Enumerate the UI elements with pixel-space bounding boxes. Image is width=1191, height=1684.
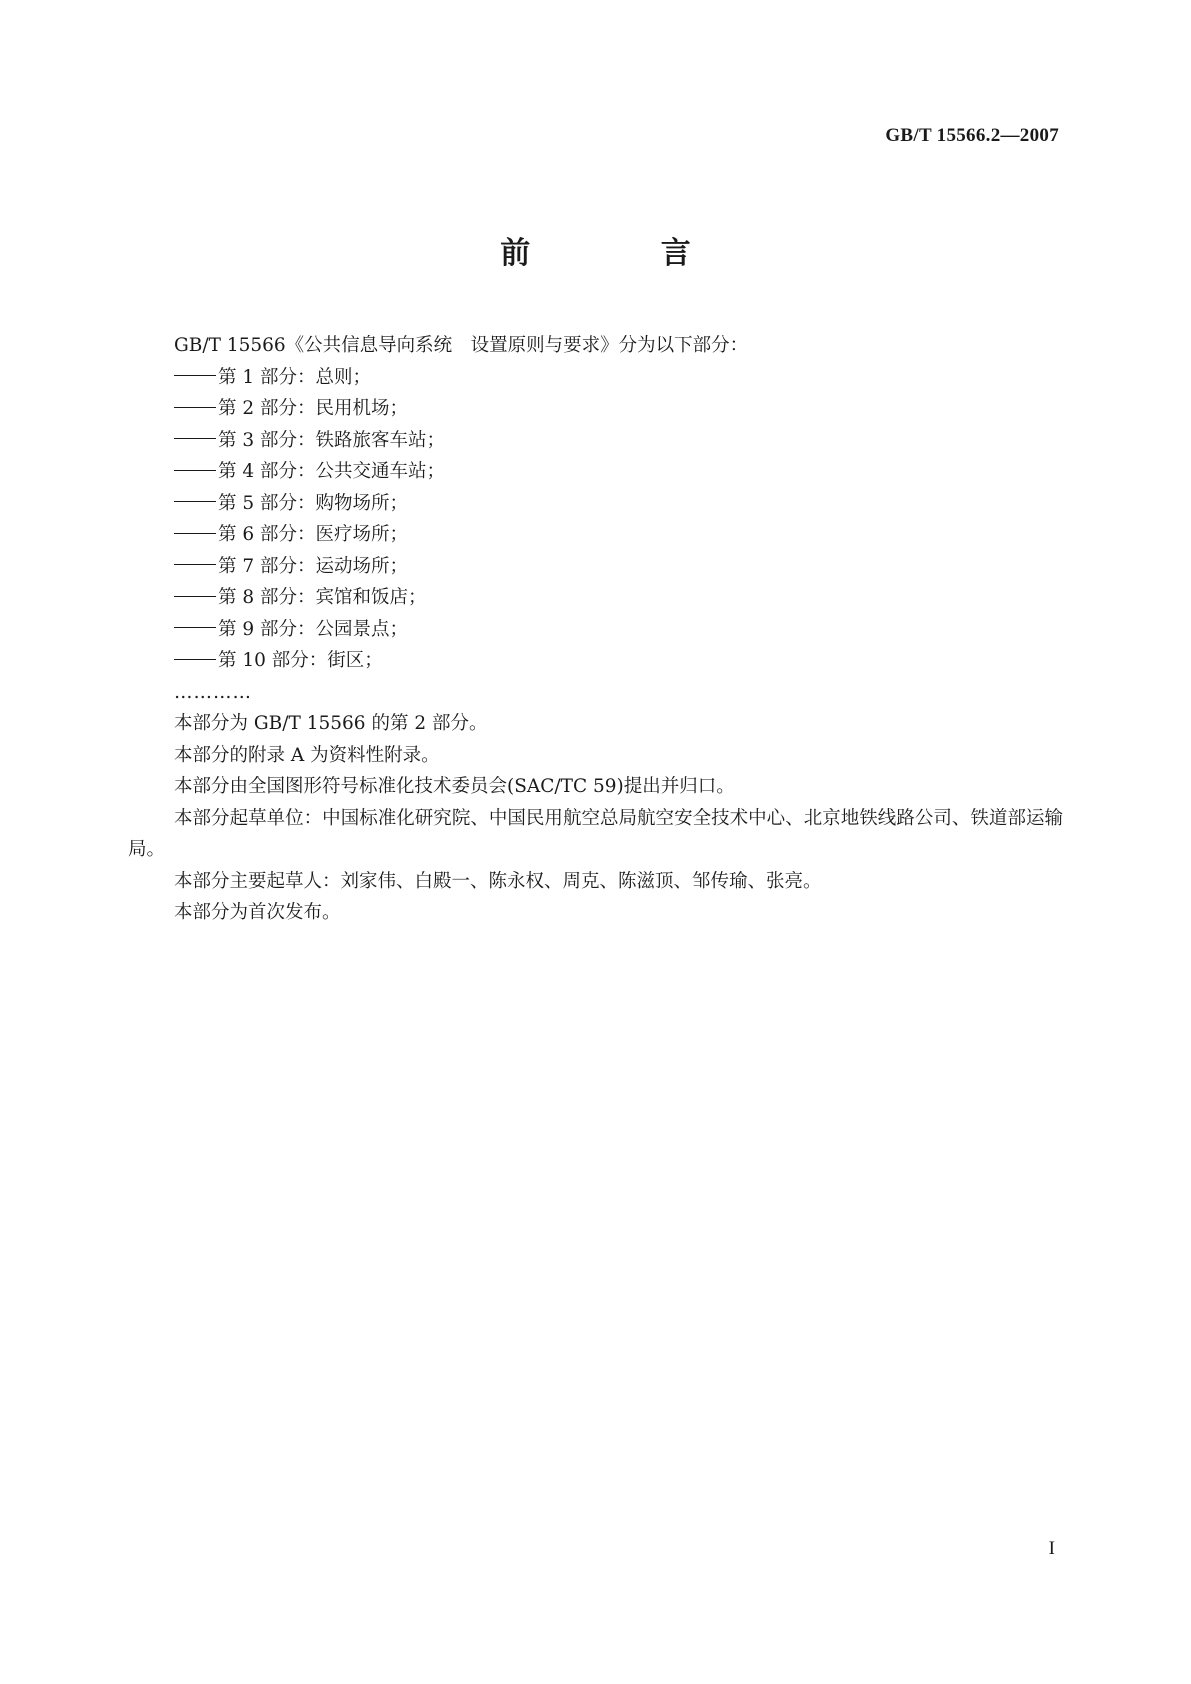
em-dash-icon [174,438,216,439]
page-title: 前 言 [500,236,751,271]
em-dash-icon [174,407,216,408]
list-item-text: 第 9 部分：公园景点； [218,618,409,640]
list-item-text: 第 8 部分：宾馆和饭店； [218,587,427,608]
list-item [128,614,1063,646]
parts-list [128,362,1063,677]
list-item-text: 第 3 部分：铁路旅客车站； [218,429,446,451]
em-dash-icon [174,470,216,471]
list-item [128,645,1063,677]
list-item-text: 第 10 部分：街区； [218,650,383,671]
list-item-text: 第 4 部分：公共交通车站； [218,461,446,482]
list-item [128,362,1063,394]
list-item-text: 第 1 部分：总则； [218,366,372,388]
list-item [128,519,1063,551]
list-item [128,393,1063,425]
em-dash-icon [174,564,216,565]
standard-number: GB/T 15566.2—2007 [885,125,1059,146]
em-dash-icon [174,659,216,660]
list-item [128,456,1063,488]
paragraph-drafting-units: 本部分起草单位：中国标准化研究院、中国民用航空总局航空安全技术中心、北京地铁线路公司、铁道部运输局。 [128,807,1063,860]
em-dash-icon [174,501,216,502]
paragraph-drafters: 本部分主要起草人：刘家伟、白殿一、陈永权、周克、陈滋顶、邹传瑜、张亮。 [174,870,822,892]
list-item-text: 第 7 部分：运动场所； [218,555,409,577]
em-dash-icon [174,533,216,534]
paragraph-part-number: 本部分为 GB/T 15566 的第 2 部分。 [174,713,488,734]
paragraph-first-release: 本部分为首次发布。 [174,902,341,923]
em-dash-icon [174,627,216,628]
page-number: I [1048,1538,1055,1559]
list-item [128,488,1063,520]
list-item-text: 第 5 部分：购物场所； [218,492,409,514]
list-item-text: 第 2 部分：民用机场； [218,398,409,419]
list-item [128,551,1063,583]
list-ellipsis: ………… [174,681,252,703]
paragraph-proposer: 本部分由全国图形符号标准化技术委员会(SAC/TC 59)提出并归口。 [174,776,735,797]
list-item [128,425,1063,457]
list-item [128,582,1063,614]
foreword-body [128,330,1063,929]
intro-paragraph: GB/T 15566《公共信息导向系统 设置原则与要求》分为以下部分： [174,335,749,356]
em-dash-icon [174,375,216,376]
paragraph-appendix: 本部分的附录 A 为资料性附录。 [174,744,440,766]
list-item-text: 第 6 部分：医疗场所； [218,524,409,545]
em-dash-icon [174,596,216,597]
